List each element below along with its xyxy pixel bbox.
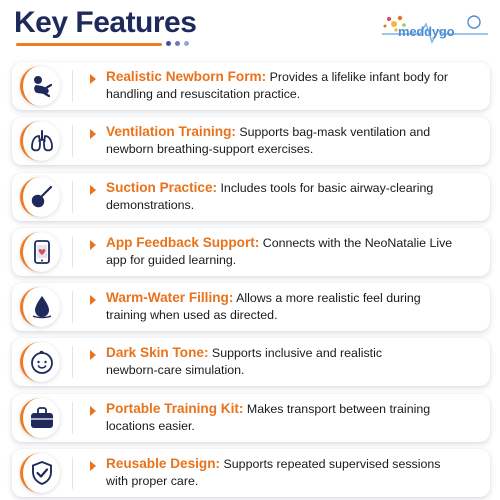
divider (72, 125, 73, 157)
baby-face-icon (29, 349, 55, 375)
feature-row (12, 283, 490, 331)
feature-title: Suction Practice: (106, 179, 218, 195)
arrow-icon (90, 129, 96, 139)
feature-title: Realistic Newborn Form: (106, 69, 267, 84)
feature-desc-2: handling and resuscitation practice. (106, 87, 301, 101)
divider (72, 402, 73, 434)
phone-app-icon (29, 239, 55, 265)
feature-desc-1: Supports inclusive and realistic (208, 346, 383, 361)
newborn-icon (29, 73, 55, 99)
arrow-icon (90, 240, 96, 250)
arrow-icon (90, 461, 96, 471)
icon-badge (20, 232, 60, 272)
feature-desc-2: with proper care. (106, 474, 199, 489)
icon-badge (20, 287, 60, 327)
feature-row (12, 394, 490, 442)
divider (72, 346, 73, 378)
feature-desc-2: locations easier. (106, 418, 195, 433)
feature-desc-1: Supports bag-mask ventilation and (235, 125, 431, 140)
shield-check-icon (29, 460, 55, 486)
feature-text (106, 123, 486, 158)
feature-desc-1: Provides a lifelike infant body for (266, 70, 448, 84)
arrow-icon (90, 350, 96, 360)
feature-row (12, 449, 490, 497)
feature-title: Ventilation Training: (106, 124, 236, 140)
feature-desc-2: newborn-care simulation. (106, 363, 245, 378)
water-drop-icon (29, 294, 55, 320)
feature-desc-1: Allows a more realistic feel during (233, 291, 421, 306)
feature-desc-2: app for guided learning. (106, 252, 237, 267)
feature-text (106, 344, 486, 379)
feature-text (106, 179, 486, 214)
feature-title: Portable Training Kit: (106, 400, 244, 416)
feature-row (12, 228, 490, 276)
feature-title: Warm-Water Filling: (106, 290, 234, 306)
feature-desc-1: Includes tools for basic airway-clearing (217, 180, 434, 195)
feature-desc-1: Supports repeated supervised sessions (220, 457, 441, 472)
arrow-icon (90, 406, 96, 416)
arrow-icon (90, 74, 96, 84)
carry-case-icon (29, 405, 55, 431)
suction-bulb-icon (29, 184, 55, 210)
feature-text (106, 400, 486, 435)
feature-desc-2: training when used as directed. (106, 308, 278, 323)
feature-text (106, 234, 486, 269)
feature-text (106, 68, 486, 103)
icon-badge (20, 342, 60, 382)
feature-list (12, 62, 490, 500)
page-title: Key Features (14, 6, 197, 39)
feature-title: App Feedback Support: (106, 234, 260, 250)
feature-text (106, 289, 486, 324)
feature-desc-1: Makes transport between training (243, 401, 431, 416)
feature-text (106, 455, 486, 490)
feature-row (12, 338, 490, 386)
icon-badge (20, 398, 60, 438)
feature-row (12, 117, 490, 165)
lungs-icon (29, 128, 55, 154)
icon-badge (20, 121, 60, 161)
divider (72, 70, 73, 102)
feature-title: Reusable Design: (106, 456, 221, 472)
arrow-icon (90, 185, 96, 195)
divider (72, 457, 73, 489)
title-dots (166, 41, 189, 46)
arrow-icon (90, 295, 96, 305)
feature-desc-2: demonstrations. (106, 197, 195, 212)
divider (72, 236, 73, 268)
logo-text: meddygo (398, 24, 455, 39)
title-underline (16, 43, 162, 46)
feature-desc-2: newborn breathing-support exercises. (106, 142, 314, 157)
divider (72, 291, 73, 323)
feature-row (12, 173, 490, 221)
brand-logo (380, 10, 490, 50)
icon-badge (20, 66, 60, 106)
feature-title: Dark Skin Tone: (106, 345, 209, 361)
divider (72, 181, 73, 213)
feature-desc-1: Connects with the NeoNatalie Live (259, 235, 453, 250)
icon-badge (20, 453, 60, 493)
icon-badge (20, 177, 60, 217)
feature-row (12, 62, 490, 110)
